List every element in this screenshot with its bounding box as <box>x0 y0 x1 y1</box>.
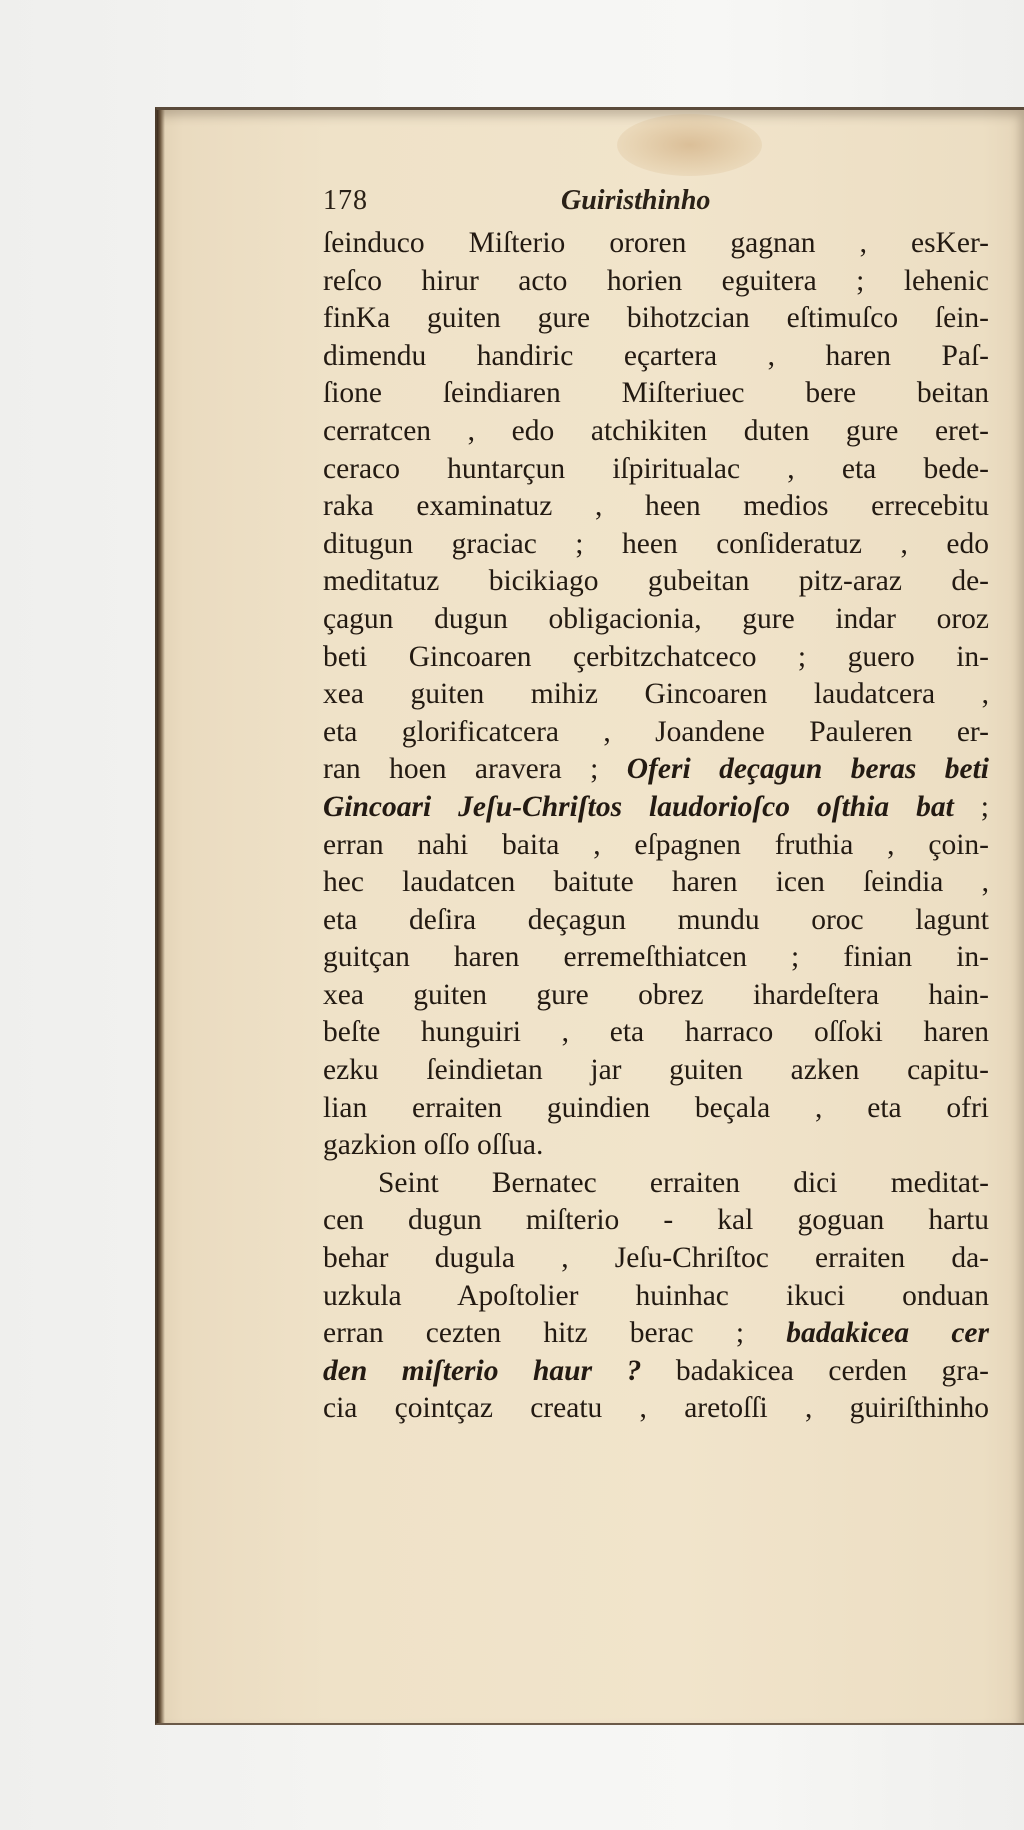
line-text: cen dugun miſterio - kal goguan hartu <box>323 1204 989 1237</box>
text-line <box>323 225 989 263</box>
line-text: eta deſira deçagun mundu oroc lagunt <box>323 903 989 936</box>
page-binding-edge <box>157 110 165 1723</box>
line-text: ezku ſeindietan jar guiten azken capitu- <box>323 1054 989 1087</box>
line-text: gazkion oſſo oſſua. <box>323 1129 544 1162</box>
line-text: ceraco huntarçun iſpiritualac , eta bede- <box>323 452 989 485</box>
text-line <box>323 827 989 865</box>
line-text: beti Gincoaren çerbitzchatceco ; guero in- <box>323 640 989 673</box>
line-text: xea guiten mihiz Gincoaren laudatcera , <box>323 678 989 711</box>
text-line <box>323 1315 989 1353</box>
text-line <box>323 338 989 376</box>
running-head: Guiristhinho <box>561 185 711 216</box>
line-text: ran hoen aravera ; <box>323 753 627 786</box>
text-line <box>323 1127 989 1165</box>
line-text: ſeinduco Miſterio ororen gagnan , esKer- <box>323 227 989 259</box>
line-text: hec laudatcen baitute haren icen ſeindia , <box>323 866 989 899</box>
body-text <box>323 225 989 1428</box>
line-text: guitçan haren erremeſthiatcen ; finian in- <box>323 941 989 974</box>
line-text: cerratcen , edo atchikiten duten gure eret- <box>323 414 989 447</box>
line-text: finKa guiten gure bihotzcian eſtimuſco ſein- <box>323 302 989 335</box>
line-text: behar dugula , Jeſu-Chriſtoc erraiten da- <box>323 1242 989 1275</box>
line-text: ditugun graciac ; heen conſideratuz , edo <box>323 527 989 560</box>
page-stain <box>617 114 762 176</box>
text-line <box>323 1014 989 1052</box>
line-text: dimendu handiric eçartera , haren Paſ- <box>323 339 989 372</box>
italic-quotation: den miſterio haur ? <box>323 1354 642 1387</box>
line-text: xea guiten gure obrez ihardeſtera hain- <box>323 978 989 1011</box>
text-line <box>323 526 989 564</box>
line-text: badakicea cerden gra- <box>641 1354 989 1387</box>
text-line <box>323 488 989 526</box>
line-text: beſte hunguiri , eta harraco oſſoki haren <box>323 1016 989 1049</box>
text-line <box>323 1353 989 1391</box>
italic-quotation: Gincoari Jeſu-Chriſtos laudorioſco oſthia bat <box>323 790 954 823</box>
line-text: uzkula Apoſtolier huinhac ikuci onduan <box>323 1279 989 1312</box>
text-line <box>323 1202 989 1240</box>
text-line <box>323 263 989 301</box>
line-text: erran cezten hitz berac ; <box>323 1317 787 1350</box>
line-text: ; <box>953 790 989 823</box>
text-line <box>323 601 989 639</box>
text-line <box>323 902 989 940</box>
italic-quotation: badakicea cer <box>786 1317 989 1350</box>
text-line <box>323 1390 989 1428</box>
text-line <box>323 1165 989 1203</box>
text-line <box>323 451 989 489</box>
italic-quotation: Oferi deçagun beras beti <box>626 753 990 786</box>
text-line <box>323 1240 989 1278</box>
line-text: raka examinatuz , heen medios errecebitu <box>323 490 989 523</box>
text-line <box>323 300 989 338</box>
line-text: ſione ſeindiaren Miſteriuec bere beitan <box>323 377 989 410</box>
text-line <box>323 1052 989 1090</box>
text-line <box>323 939 989 977</box>
line-text: eta glorificatcera , Joandene Pauleren er- <box>323 715 989 748</box>
text-line <box>323 751 989 789</box>
text-line <box>323 714 989 752</box>
line-text: Seint Bernatec erraiten dici meditat- <box>378 1166 989 1199</box>
page-number: 178 <box>323 185 368 216</box>
page-header <box>323 185 1013 225</box>
line-text: reſco hirur acto horien eguitera ; lehenic <box>323 264 989 297</box>
text-line <box>323 789 989 827</box>
text-line <box>323 977 989 1015</box>
text-line <box>323 676 989 714</box>
text-line <box>323 639 989 677</box>
text-line <box>323 864 989 902</box>
line-text: erran nahi baita , eſpagnen fruthia , çoin- <box>323 828 989 861</box>
line-text: cia çointçaz creatu , aretoſſi , guiriſthinho <box>323 1392 989 1425</box>
text-line <box>323 1090 989 1128</box>
text-line <box>323 563 989 601</box>
line-text: lian erraiten guindien beçala , eta ofri <box>323 1091 989 1124</box>
text-line <box>323 1278 989 1316</box>
line-text: meditatuz bicikiago gubeitan pitz-araz de- <box>323 565 989 598</box>
text-line <box>323 375 989 413</box>
text-line <box>323 413 989 451</box>
line-text: çagun dugun obligacionia, gure indar oroz <box>323 602 989 635</box>
